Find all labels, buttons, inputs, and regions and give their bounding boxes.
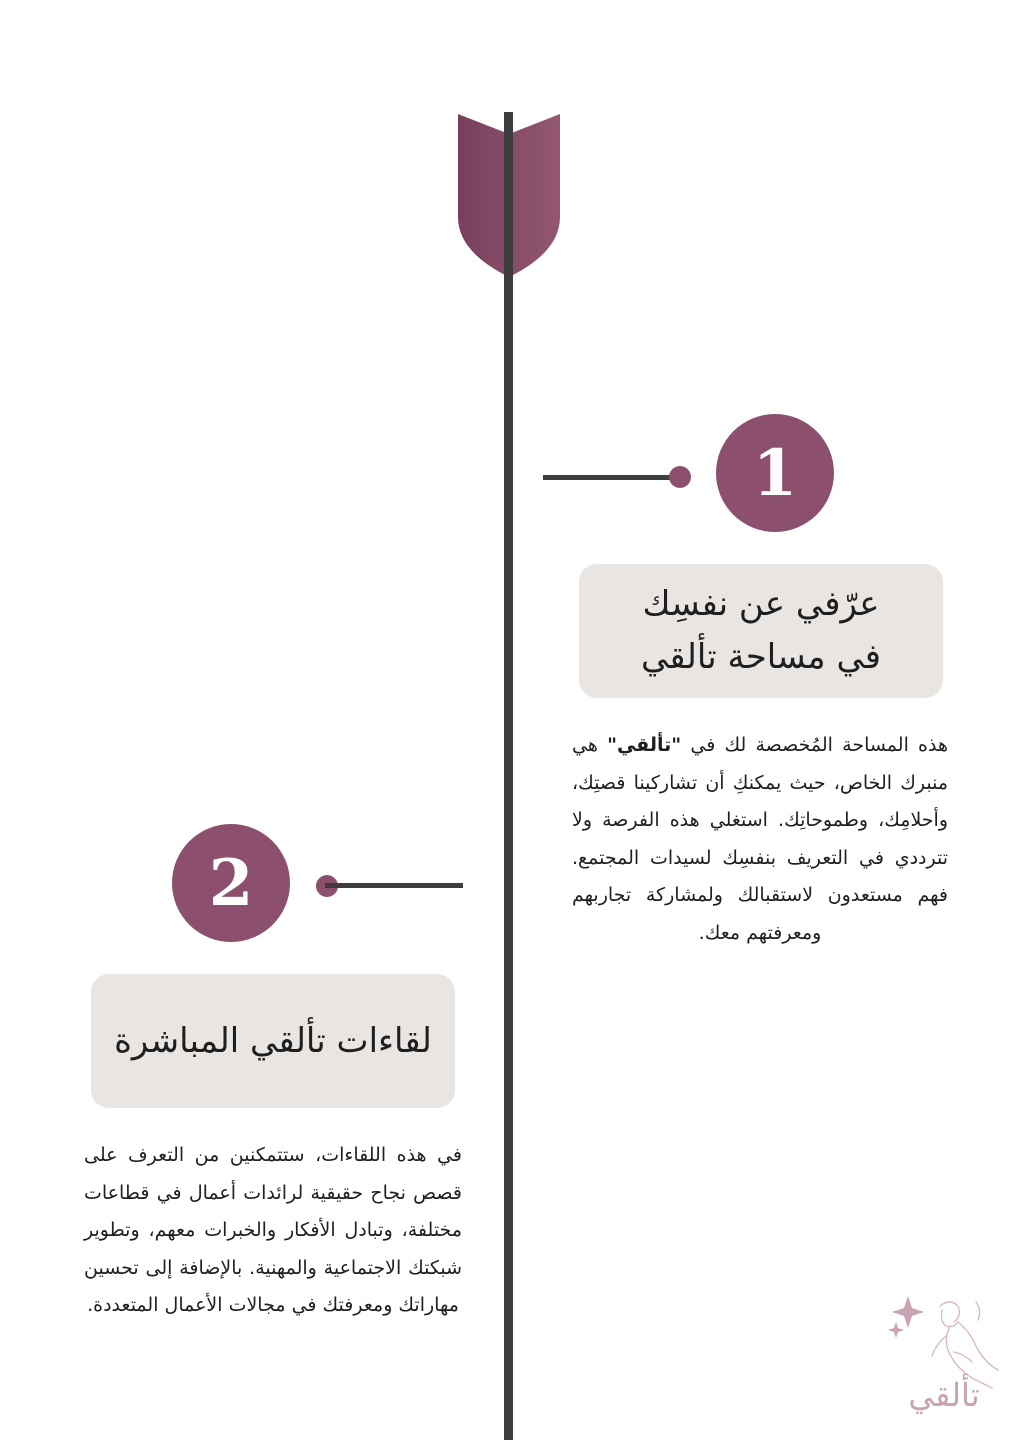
step1-body-after: هي منبرك الخاص، حيث يمكنكِ أن تشاركينا قصتِك، وأحلامِك، وطموحاتِك. استغلي هذه الفرصة ولا تترددي في التعريف بنفسِك لسيدات المجتمع. فهم مستعدون لاستقبالك ولمشاركة تجاربهم ومعرفتهم معك. (572, 734, 948, 944)
step2-number-badge (172, 824, 290, 942)
brand-logo (884, 1292, 1004, 1432)
logo-wordmark: تألقي (908, 1376, 980, 1414)
step2-body: في هذه اللقاءات، ستتمكنين من التعرف على قصص نجاح حقيقية لرائدات أعمال في قطاعات مختلفة، وتبادل الأفكار والخبرات معهم، وتطوير شبكتك الاجتماعية والمهنية. بالإضافة إلى تحسين مهاراتك ومعرفتك في مجالات الأعمال المتعددة. (84, 1144, 462, 1316)
step1-body-before: هذه المساحة المُخصصة لك في (681, 734, 948, 756)
step2-connector-line (325, 883, 463, 888)
step1-number-badge (716, 414, 834, 532)
step2-number: 2 (208, 845, 254, 921)
step1-title-line1: عرّفي عن نفسِك (642, 584, 880, 625)
step1-body-bold: "تألقي" (607, 734, 682, 756)
step1-connector-line (543, 475, 683, 480)
step1-body (572, 727, 948, 952)
step2-title-box (91, 974, 455, 1108)
step1-title-box (579, 564, 943, 698)
step1-connector-dot (669, 466, 691, 488)
timeline-spine (504, 112, 513, 1440)
step1-title-line2: في مساحة تألقي (640, 637, 882, 677)
step1-number: 1 (752, 435, 798, 511)
step2-title: لقاءات تألقي المباشرة (114, 1020, 432, 1061)
